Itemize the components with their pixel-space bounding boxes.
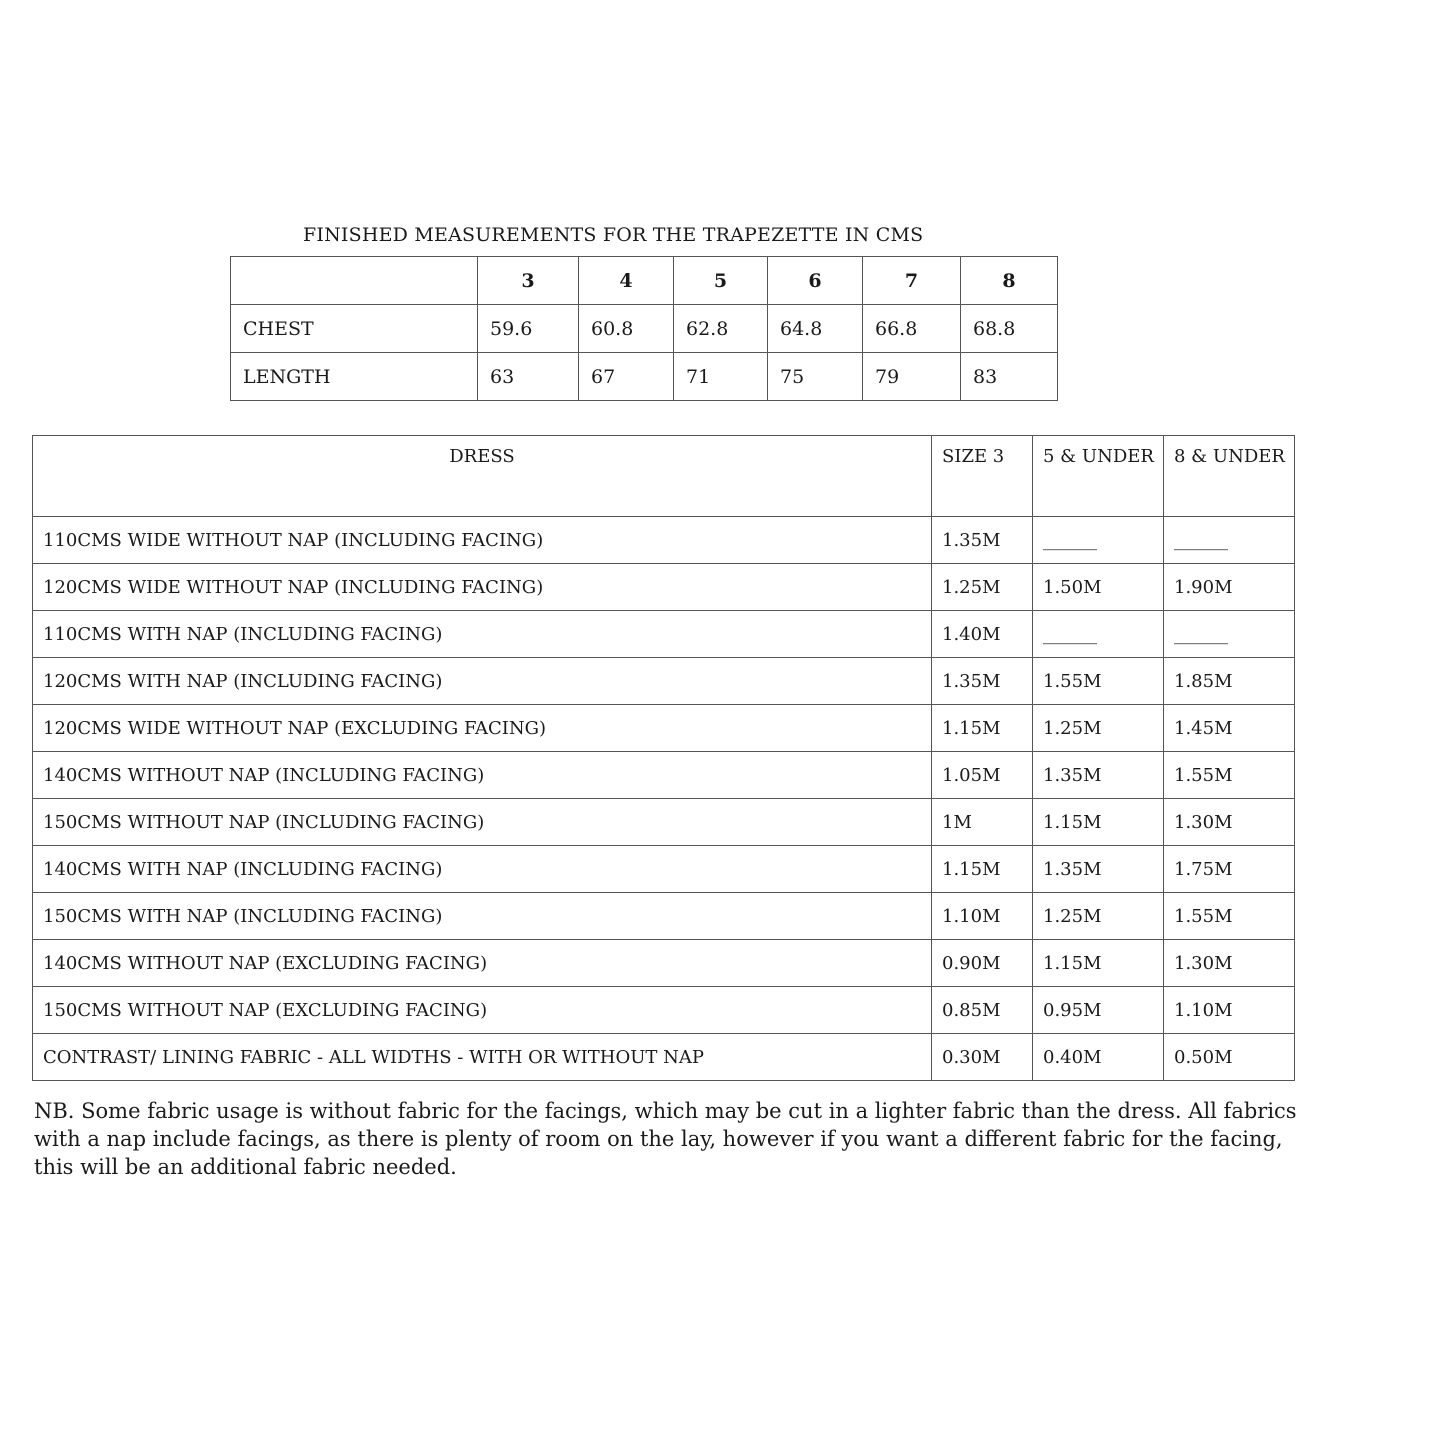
fabric-amount-cell: 1.35M	[932, 517, 1033, 564]
value-cell: 68.8	[961, 305, 1058, 353]
value-cell: 59.6	[478, 305, 579, 353]
size-header-cell: 6	[768, 257, 863, 305]
table-row	[33, 752, 1295, 799]
fabric-amount-cell: 1.05M	[932, 752, 1033, 799]
fabric-amount-cell: ______	[1164, 611, 1295, 658]
fabric-type-label: 150CMS WITHOUT NAP (INCLUDING FACING)	[33, 799, 932, 846]
fabric-header-row	[33, 436, 1295, 517]
fabric-amount-cell: 1.30M	[1164, 799, 1295, 846]
value-cell: 75	[768, 353, 863, 401]
value-cell: 67	[579, 353, 674, 401]
fabric-type-label: 140CMS WITHOUT NAP (INCLUDING FACING)	[33, 752, 932, 799]
table-row	[33, 564, 1295, 611]
fabric-amount-cell: 1.35M	[1033, 752, 1164, 799]
fabric-amount-cell: 1.35M	[932, 658, 1033, 705]
table-row	[33, 940, 1295, 987]
row-label: CHEST	[231, 305, 478, 353]
fabric-amount-cell: 1.25M	[932, 564, 1033, 611]
fabric-amount-cell: 1.55M	[1033, 658, 1164, 705]
size-header-cell: 7	[863, 257, 961, 305]
fabric-amount-cell: ______	[1164, 517, 1295, 564]
value-cell: 63	[478, 353, 579, 401]
size-header-cell: 5	[674, 257, 768, 305]
fabric-amount-cell: 0.95M	[1033, 987, 1164, 1034]
fabric-amount-cell: 0.90M	[932, 940, 1033, 987]
fabric-amount-cell: ______	[1033, 611, 1164, 658]
fabric-amount-cell: 0.50M	[1164, 1034, 1295, 1081]
fabric-type-label: 110CMS WIDE WITHOUT NAP (INCLUDING FACING)	[33, 517, 932, 564]
fabric-amount-cell: 1.50M	[1033, 564, 1164, 611]
measurement-row-length	[231, 353, 1058, 401]
table-row	[33, 658, 1295, 705]
table-row	[33, 799, 1295, 846]
table-row	[33, 987, 1295, 1034]
fabric-amount-cell: 1.25M	[1033, 893, 1164, 940]
value-cell: 83	[961, 353, 1058, 401]
size-header-cell: 4	[579, 257, 674, 305]
fabric-amount-cell: 0.40M	[1033, 1034, 1164, 1081]
fabric-amount-cell: 1.10M	[932, 893, 1033, 940]
value-cell: 79	[863, 353, 961, 401]
fabric-type-label: 120CMS WITH NAP (INCLUDING FACING)	[33, 658, 932, 705]
table-row	[33, 846, 1295, 893]
fabric-amount-cell: 1.85M	[1164, 658, 1295, 705]
measurements-table	[230, 256, 1058, 401]
fabric-amount-cell: 1.90M	[1164, 564, 1295, 611]
fabric-amount-cell: 1.45M	[1164, 705, 1295, 752]
fabric-amount-cell: 1.40M	[932, 611, 1033, 658]
fabric-amount-cell: 0.85M	[932, 987, 1033, 1034]
fabric-amount-cell: 1.75M	[1164, 846, 1295, 893]
fabric-amount-cell: 1.35M	[1033, 846, 1164, 893]
table-row	[33, 893, 1295, 940]
fabric-type-label: 140CMS WITHOUT NAP (EXCLUDING FACING)	[33, 940, 932, 987]
dress-header: DRESS	[33, 436, 932, 517]
fabric-amount-cell: 1.15M	[1033, 799, 1164, 846]
fabric-amount-cell: 1.15M	[1033, 940, 1164, 987]
size-header-cell: 3	[478, 257, 579, 305]
fabric-type-label: 140CMS WITH NAP (INCLUDING FACING)	[33, 846, 932, 893]
fabric-type-label: 150CMS WITH NAP (INCLUDING FACING)	[33, 893, 932, 940]
row-label: LENGTH	[231, 353, 478, 401]
measurements-header-row	[231, 257, 1058, 305]
fabric-type-label: 150CMS WITHOUT NAP (EXCLUDING FACING)	[33, 987, 932, 1034]
size-header-cell	[231, 257, 478, 305]
fabric-type-label: 120CMS WIDE WITHOUT NAP (INCLUDING FACING)	[33, 564, 932, 611]
measurement-row-chest	[231, 305, 1058, 353]
size-column-header: 8 & UNDER	[1164, 436, 1295, 517]
fabric-amount-cell: 1.30M	[1164, 940, 1295, 987]
table-row	[33, 517, 1295, 564]
fabric-type-label: 110CMS WITH NAP (INCLUDING FACING)	[33, 611, 932, 658]
fabric-amount-cell: 1.15M	[932, 846, 1033, 893]
size-column-header: 5 & UNDER	[1033, 436, 1164, 517]
value-cell: 60.8	[579, 305, 674, 353]
fabric-amount-cell: 1.10M	[1164, 987, 1295, 1034]
table-row	[33, 611, 1295, 658]
fabric-amount-cell: ______	[1033, 517, 1164, 564]
fabric-type-label: CONTRAST/ LINING FABRIC - ALL WIDTHS - WITH OR WITHOUT NAP	[33, 1034, 932, 1081]
fabric-amount-cell: 1.15M	[932, 705, 1033, 752]
fabric-note: NB. Some fabric usage is without fabric for the facings, which may be cut in a lighter fabric than the dress. All fabrics with a nap include facings, as there is plenty of room on the lay, however if you want a different fabric for the facing, this will be an additional fabric needed.	[34, 1099, 1297, 1179]
fabric-type-label: 120CMS WIDE WITHOUT NAP (EXCLUDING FACING)	[33, 705, 932, 752]
value-cell: 64.8	[768, 305, 863, 353]
value-cell: 62.8	[674, 305, 768, 353]
table-row	[33, 705, 1295, 752]
fabric-amount-cell: 1.25M	[1033, 705, 1164, 752]
size-header-cell: 8	[961, 257, 1058, 305]
table-row	[33, 1034, 1295, 1081]
measurements-title: FINISHED MEASUREMENTS FOR THE TRAPEZETTE IN CMS	[303, 224, 924, 246]
fabric-requirements-table	[32, 435, 1295, 1081]
size-column-header: SIZE 3	[932, 436, 1033, 517]
fabric-amount-cell: 1.55M	[1164, 752, 1295, 799]
value-cell: 66.8	[863, 305, 961, 353]
fabric-amount-cell: 1M	[932, 799, 1033, 846]
fabric-amount-cell: 0.30M	[932, 1034, 1033, 1081]
fabric-amount-cell: 1.55M	[1164, 893, 1295, 940]
value-cell: 71	[674, 353, 768, 401]
